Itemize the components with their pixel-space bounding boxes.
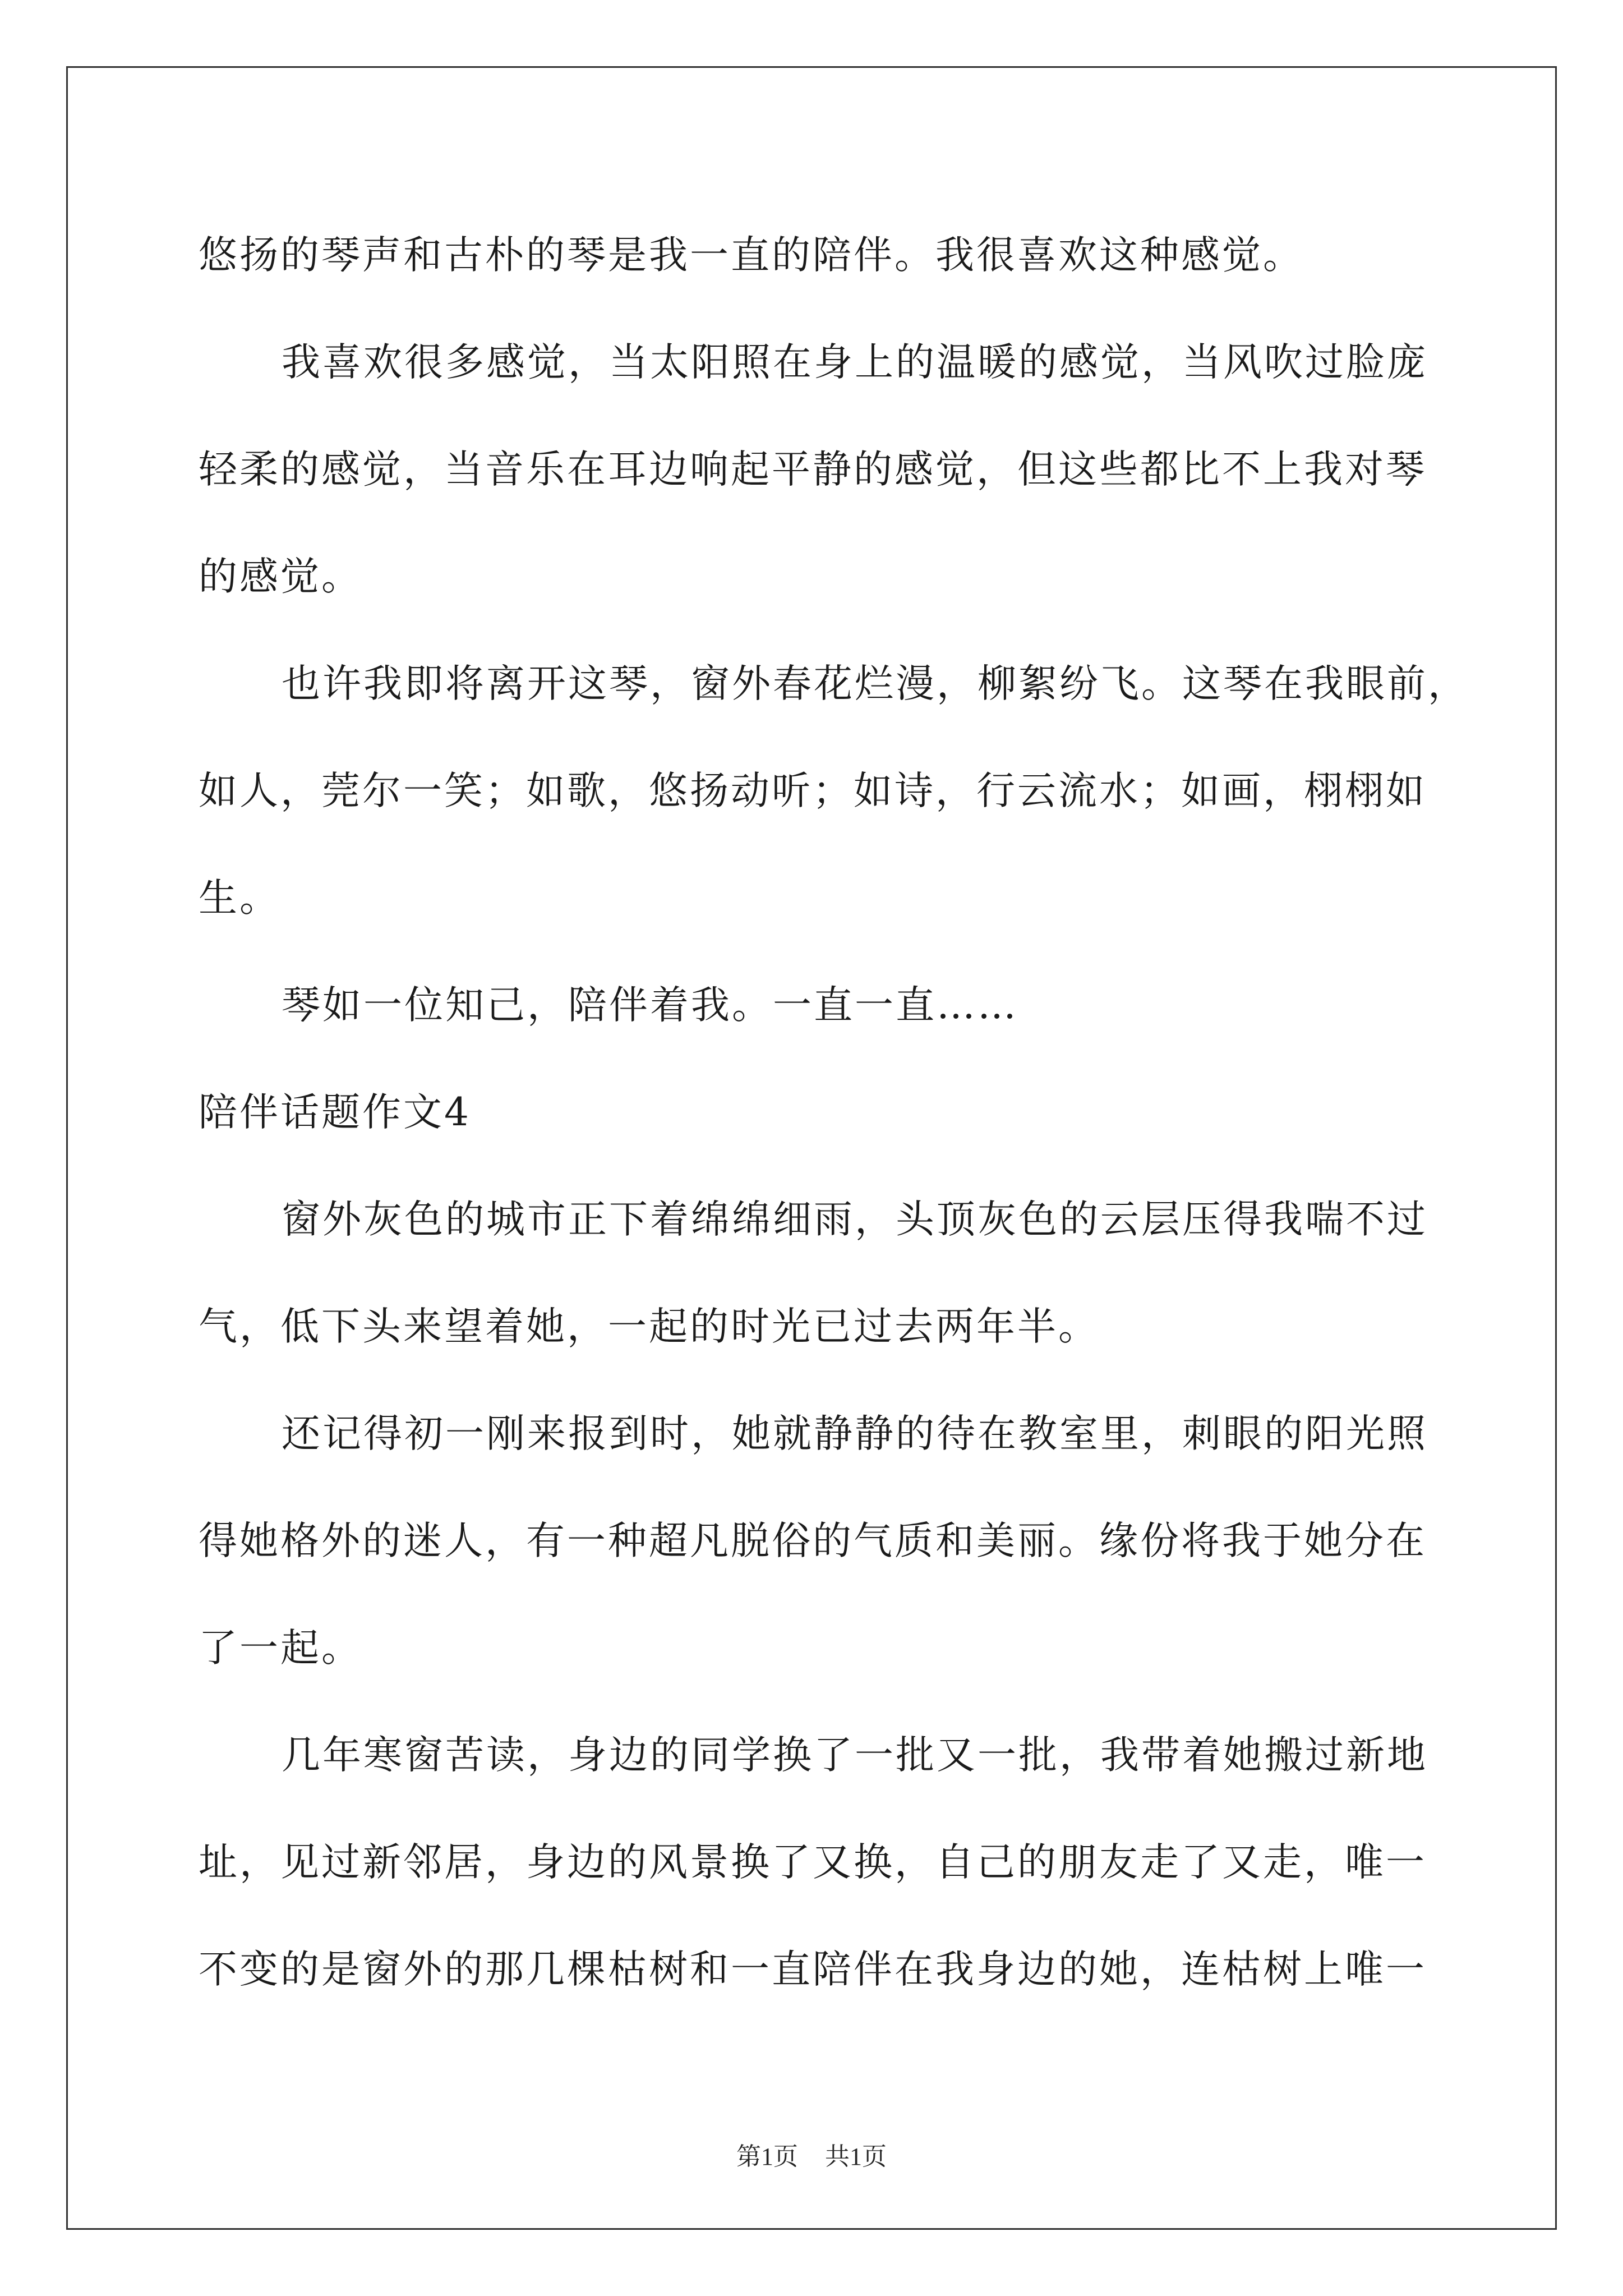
page-number: 第1页 bbox=[736, 2143, 798, 2170]
text-line: 了一起。 bbox=[199, 1626, 362, 1671]
page-footer bbox=[0, 2136, 1623, 2172]
text-line: 生。 bbox=[199, 876, 280, 921]
text-line: 如人，莞尔一笑；如歌，悠扬动听；如诗，行云流水；如画，栩栩如 bbox=[199, 769, 1427, 813]
page-total: 共1页 bbox=[825, 2143, 887, 2170]
text-line: 几年寒窗苦读，身边的同学换了一批又一批，我带着她搬过新地 bbox=[282, 1733, 1428, 1778]
text-line: 得她格外的迷人，有一种超凡脱俗的气质和美丽。缘份将我于她分在 bbox=[199, 1519, 1427, 1563]
text-line: 窗外灰色的城市正下着绵绵细雨，头顶灰色的云层压得我喘不过 bbox=[282, 1197, 1428, 1242]
text-line: 的感觉。 bbox=[199, 554, 362, 599]
text-line: 还记得初一刚来报到时，她就静静的待在教室里，刺眼的阳光照 bbox=[282, 1411, 1428, 1456]
text-line: 气，低下头来望着她，一起的时光已过去两年半。 bbox=[199, 1304, 1099, 1349]
document-body bbox=[199, 202, 1469, 2023]
text-line: 也许我即将离开这琴，窗外春花烂漫，柳絮纷飞。这琴在我眼前， bbox=[282, 661, 1469, 706]
text-line: 不变的是窗外的那几棵枯树和一直陪伴在我身边的她，连枯树上唯一 bbox=[199, 1947, 1427, 1992]
text-line: 琴如一位知己，陪伴着我。一直一直…… bbox=[282, 983, 1018, 1028]
section-heading: 陪伴话题作文4 bbox=[199, 1090, 471, 1135]
text-line: 址，见过新邻居，身边的风景换了又换，自己的朋友走了又走，唯一 bbox=[199, 1840, 1427, 1885]
text-line: 轻柔的感觉，当音乐在耳边响起平静的感觉，但这些都比不上我对琴 bbox=[199, 447, 1427, 492]
text-line: 悠扬的琴声和古朴的琴是我一直的陪伴。我很喜欢这种感觉。 bbox=[199, 233, 1304, 278]
text-line: 我喜欢很多感觉，当太阳照在身上的温暖的感觉，当风吹过脸庞 bbox=[282, 340, 1428, 385]
